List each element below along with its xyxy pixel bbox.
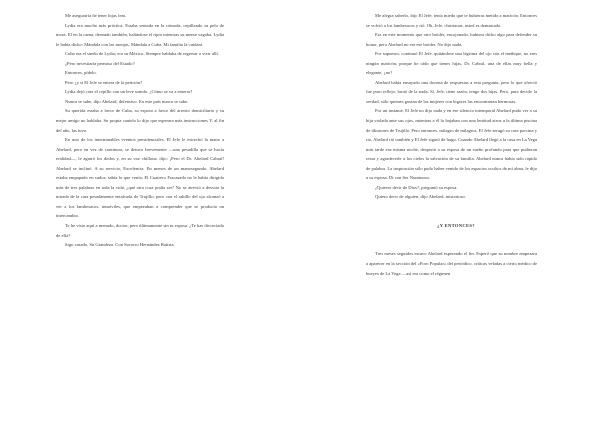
paragraph: Por un instante, El Jefe no dijo nada y en ese silencio intemporal Abelard pudo ver a su hija violada ante sus ojos, mientras a él lo bajaban con una lentitud atroz a la última piscina de tiburones de Trujillo. Pero entonces, milagro de milagros, El Jefe arrugó su cara porcina y rio, Abelard rió también y El Jefe siguió de largo. Cuando Abelard llegó a la casa en La Vega más tarde esa misma noche, despertó a su esposa de un sueño profundo para que pudieran rezar y agradecerle a los cielos la salvación de su familia. Abelard nunca había sido rápido de palabra. La inspiración sólo pudo haber venido de los espacios ocultos de mi alma, le dijo a su esposa. Di con Ser Numinoso.	[366, 108, 537, 181]
paragraph: Pero ¿y si El Jefe se entera de la petición?	[65, 79, 143, 85]
section-break	[366, 230, 537, 249]
paragraph: Era en este momento que otro bróder, encojonado, hubiera dicho algo para defender su honor, pero Abelard no era ese bróder. No dijo nada.	[366, 32, 537, 47]
paragraph: Me alegra saberlo, dijo El Jefe; tenía miedo que te hubieras metido a maricón. Entonces se volvió a los lambesacos y rió. Oh, Jefe, chirriaron, usted es demasiado.	[366, 13, 537, 28]
paragraph: Por supuesto, continuó El Jefe, quitándose una lágrima del ojo con el meñique, no eres ningún maricón, porque he oído que tienes hijas, Dr. Cabral, una de ellas muy bella y elegante, ¿no?	[366, 51, 537, 76]
paragraph: Entonces, pídelo.	[65, 70, 97, 76]
section-heading: ¿Y ENTONCES?	[437, 222, 475, 228]
paragraph: Sigo casado, Su Grandeza. Con Socorro Hernández Batista.	[65, 242, 175, 248]
left-page	[56, 11, 224, 250]
paragraph: Lydia dejó caer el cepillo con un leve sonido. ¿Cómo se va a enterar?	[65, 89, 193, 95]
paragraph: Abelard había ensayado una docena de respuestas a esta pregunta, pero lo que ofreció fue puro reflejo, brotó de la nada: Sí, Jefe, tiene razón, tengo dos hijas. Pero, para decirle la verdad, sólo quienes gustan de las mujeres con bigotes las encontrarían hermosas.	[366, 79, 537, 104]
paragraph: Cuba era el sueño de Lydia; era su México. Siempre hablaba de regresar a vivir allí.	[65, 51, 219, 57]
paragraph: Nunca se sabe, dijo Abelard, defensivo. En este país nunca se sabe.	[65, 98, 189, 104]
paragraph: Te he visto aquí a menudo, doctor, pero últimamente sin tu esposa. ¿Te has divorciado de ella?	[56, 223, 224, 238]
paragraph: Quiero decir de alguien, dijo Abelard, misterioso.	[375, 194, 466, 200]
paragraph: Tres meses seguidos estuvo Abelard esperando el fin. Esperó que su nombre empezara a aparecer en la sección del «Foro Popular» del periódico, críticas veladas a cierto médico de bueyes de La Vega —así era como el régimen	[366, 251, 537, 276]
paragraph: Lydia era mucho más práctica. Estaba sentada en la cómoda, cepillando su pelo de mora. El en la cama, desnudo también, halándose el ripio mientras su mente vagaba. Lydia le había dicho: Mándala con las monjas. Mándala a Cuba. Mi familia la cuidará.	[56, 22, 224, 47]
paragraph: Me aseguraría de tener hijas feas.	[65, 13, 127, 18]
paragraph: En uno de los interminables eventos presidenciales, El Jefe le estrechó la mano a Abelard, pero en vez de continuar, se detuvo brevemente —una pesadilla que se hacía realidad—, le agarró los dedos y, en su voz chillona, dijo: ¡Pero el Dr. Abelard Cabral! Abelard se inclinó. A su servicio, Excelencia. En menos de un manosegundo, Abelard estaba empapado en sudor; sabía lo que venía; El Cuatrero Fracasado no le había dirigido más de tres palabras en toda la vida, ¿qué otra cosa podía ser? No se atrevió a desviar la mirada de la cara pesadamente entalcada de Trujillo, pero con el rabillo del ojo alcanzó a ver a los lambesacos, inmóviles, que empezaban a comprender que se producía un intercambio.	[56, 137, 224, 219]
paragraph: Su querida estaba a favor de Cuba, su esposa a favor del arresto domiciliario y su mejor amigo no hablaba. Su propia cautela lo dijo que esperara más instrucciones Y, al fin del año, las tuvo.	[56, 108, 224, 133]
paragraph: ¿Quieres decir de Dios?, preguntó su esposa.	[375, 184, 458, 190]
paragraph: ¿Pero necesitaría permiso del Estado?	[65, 60, 135, 66]
right-page	[366, 11, 537, 278]
section-break	[366, 202, 537, 221]
